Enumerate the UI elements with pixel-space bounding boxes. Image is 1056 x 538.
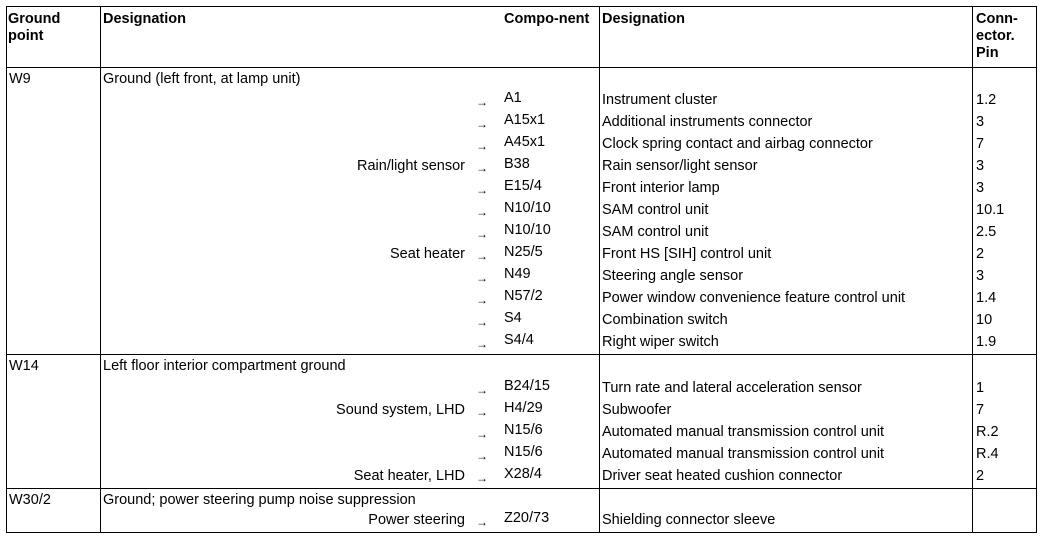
arrow-icon: → bbox=[476, 315, 488, 329]
group-designation: Ground (left front, at lamp unit) bbox=[103, 71, 301, 87]
table-rule bbox=[6, 488, 1037, 489]
connector-pin: 2.5 bbox=[976, 224, 997, 240]
column-rule bbox=[972, 6, 973, 533]
header-connector-pin: Conn-ector. Pin bbox=[976, 11, 1018, 61]
row-label: Seat heater bbox=[390, 246, 465, 262]
component-code: Z20/73 bbox=[504, 510, 550, 526]
header-component: Compo-nent bbox=[504, 11, 590, 27]
arrow-icon: → bbox=[476, 271, 488, 285]
arrow-icon: → bbox=[476, 205, 488, 219]
ground-point-cell: W14 bbox=[9, 358, 39, 374]
component-code: N15/6 bbox=[504, 422, 543, 438]
group-designation: Ground; power steering pump noise suppression bbox=[103, 492, 416, 508]
header-designation-2: Designation bbox=[602, 11, 685, 27]
arrow-icon: → bbox=[476, 227, 488, 241]
table-rule bbox=[6, 67, 1037, 68]
component-code: S4 bbox=[504, 310, 522, 326]
connector-pin: 3 bbox=[976, 114, 985, 130]
arrow-icon: → bbox=[476, 161, 488, 175]
component-designation: Clock spring contact and airbag connector bbox=[602, 136, 873, 152]
arrow-icon: → bbox=[476, 249, 488, 263]
row-label: Rain/light sensor bbox=[357, 158, 465, 174]
column-rule bbox=[100, 6, 101, 533]
arrow-icon: → bbox=[476, 95, 488, 109]
table-rule bbox=[6, 6, 1037, 7]
ground-point-cell: W9 bbox=[9, 71, 31, 87]
component-designation: Driver seat heated cushion connector bbox=[602, 468, 843, 484]
row-label: Sound system, LHD bbox=[336, 402, 465, 418]
connector-pin: 3 bbox=[976, 180, 985, 196]
connector-pin: 10 bbox=[976, 312, 993, 328]
component-code: B38 bbox=[504, 156, 530, 172]
component-designation: Steering angle sensor bbox=[602, 268, 744, 284]
connector-pin: 2 bbox=[976, 246, 985, 262]
component-code: A15x1 bbox=[504, 112, 546, 128]
component-designation: Additional instruments connector bbox=[602, 114, 813, 130]
connector-pin: 2 bbox=[976, 468, 985, 484]
arrow-icon: → bbox=[476, 139, 488, 153]
component-code: X28/4 bbox=[504, 466, 542, 482]
connector-pin: 10.1 bbox=[976, 202, 1005, 218]
connector-pin: 7 bbox=[976, 402, 985, 418]
component-code: N57/2 bbox=[504, 288, 543, 304]
arrow-icon: → bbox=[476, 515, 488, 529]
group-designation: Left floor interior compartment ground bbox=[103, 358, 346, 374]
component-designation: Automated manual transmission control unit bbox=[602, 424, 885, 440]
arrow-icon: → bbox=[476, 449, 488, 463]
table-rule bbox=[6, 354, 1037, 355]
component-designation: Combination switch bbox=[602, 312, 728, 328]
arrow-icon: → bbox=[476, 405, 488, 419]
ground-point-cell: W30/2 bbox=[9, 492, 51, 508]
connector-pin: 1.9 bbox=[976, 334, 997, 350]
arrow-icon: → bbox=[476, 337, 488, 351]
component-designation: Right wiper switch bbox=[602, 334, 719, 350]
component-code: H4/29 bbox=[504, 400, 543, 416]
table-rule bbox=[6, 532, 1037, 533]
component-designation: Shielding connector sleeve bbox=[602, 512, 776, 528]
connector-pin: 1.2 bbox=[976, 92, 997, 108]
component-code: S4/4 bbox=[504, 332, 534, 348]
row-label: Seat heater, LHD bbox=[353, 468, 465, 484]
component-code: A45x1 bbox=[504, 134, 546, 150]
connector-pin: R.2 bbox=[976, 424, 999, 440]
component-code: N49 bbox=[504, 266, 531, 282]
component-code: B24/15 bbox=[504, 378, 550, 394]
component-code: N10/10 bbox=[504, 200, 551, 216]
column-rule bbox=[599, 6, 600, 533]
connector-pin: 3 bbox=[976, 268, 985, 284]
component-code: N15/6 bbox=[504, 444, 543, 460]
component-designation: Turn rate and lateral acceleration sensor bbox=[602, 380, 862, 396]
component-designation: Front interior lamp bbox=[602, 180, 720, 196]
component-designation: Front HS [SIH] control unit bbox=[602, 246, 772, 262]
arrow-icon: → bbox=[476, 471, 488, 485]
connector-pin: 3 bbox=[976, 158, 985, 174]
arrow-icon: → bbox=[476, 427, 488, 441]
component-code: A1 bbox=[504, 90, 522, 106]
component-code: N10/10 bbox=[504, 222, 551, 238]
arrow-icon: → bbox=[476, 117, 488, 131]
component-designation: Rain sensor/light sensor bbox=[602, 158, 758, 174]
arrow-icon: → bbox=[476, 293, 488, 307]
component-designation: Automated manual transmission control unit bbox=[602, 446, 885, 462]
row-label: Power steering bbox=[368, 512, 465, 528]
component-designation: SAM control unit bbox=[602, 224, 709, 240]
arrow-icon: → bbox=[476, 383, 488, 397]
component-designation: Subwoofer bbox=[602, 402, 672, 418]
component-designation: Instrument cluster bbox=[602, 92, 718, 108]
component-designation: SAM control unit bbox=[602, 202, 709, 218]
component-code: E15/4 bbox=[504, 178, 542, 194]
arrow-icon: → bbox=[476, 183, 488, 197]
component-designation: Power window convenience feature control unit bbox=[602, 290, 906, 306]
column-rule bbox=[1036, 6, 1037, 533]
connector-pin: R.4 bbox=[976, 446, 999, 462]
connector-pin: 1.4 bbox=[976, 290, 997, 306]
header-ground-point: Ground point bbox=[8, 11, 61, 44]
connector-pin: 7 bbox=[976, 136, 985, 152]
connector-pin: 1 bbox=[976, 380, 985, 396]
column-rule bbox=[6, 6, 7, 533]
header-designation: Designation bbox=[103, 11, 186, 27]
component-code: N25/5 bbox=[504, 244, 543, 260]
